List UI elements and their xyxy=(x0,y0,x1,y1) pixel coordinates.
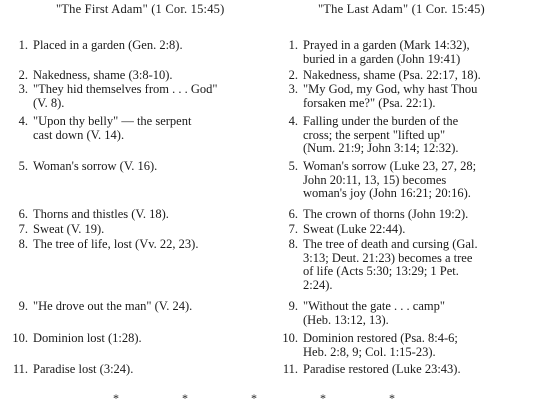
section-separator: * * * * * xyxy=(113,391,425,405)
item-text: The crown of thorns (John 19:2). xyxy=(303,207,469,221)
last-adam-item-7 xyxy=(276,223,534,237)
item-number: 5. xyxy=(18,159,28,173)
first-adam-item-4 xyxy=(6,115,264,142)
item-number: 9. xyxy=(288,299,298,313)
item-text: Paradise restored (Luke 23:43). xyxy=(303,362,461,376)
first-adam-item-7 xyxy=(6,223,264,237)
item-number: 11. xyxy=(282,362,298,376)
first-adam-item-2 xyxy=(6,69,264,83)
item-number: 4. xyxy=(18,114,28,128)
item-number: 10. xyxy=(12,331,28,345)
item-number: 4. xyxy=(288,114,298,128)
first-adam-item-5 xyxy=(6,160,264,174)
item-text: Woman's sorrow (Luke 23, 27, 28; John 20:11, 13, 15) becomes woman's joy (John 16:21; 20:16). xyxy=(303,159,477,200)
item-text: Placed in a garden (Gen. 2:8). xyxy=(33,38,183,52)
item-text: Dominion restored (Psa. 8:4-6; Heb. 2:8, 9; Col. 1:15-23). xyxy=(303,331,458,359)
first-adam-item-8 xyxy=(6,238,264,252)
last-adam-item-11 xyxy=(276,363,534,377)
item-text: Sweat (V. 19). xyxy=(33,222,105,236)
last-adam-item-6 xyxy=(276,208,534,222)
item-text: Nakedness, shame (Psa. 22:17, 18). xyxy=(303,68,481,82)
item-text: "He drove out the man" (V. 24). xyxy=(33,299,193,313)
item-number: 2. xyxy=(288,68,298,82)
item-text: "Upon thy belly" — the serpent cast down (V. 14). xyxy=(33,114,192,142)
item-text: The tree of life, lost (Vv. 22, 23). xyxy=(33,237,199,251)
first-adam-item-9 xyxy=(6,300,264,314)
item-text: Nakedness, shame (3:8-10). xyxy=(33,68,173,82)
item-number: 8. xyxy=(18,237,28,251)
last-adam-item-5 xyxy=(276,160,534,201)
item-number: 7. xyxy=(18,222,28,236)
item-number: 6. xyxy=(288,207,298,221)
first-adam-item-6 xyxy=(6,208,264,222)
item-number: 6. xyxy=(18,207,28,221)
last-adam-item-3 xyxy=(276,83,534,110)
item-text: "They hid themselves from . . . God" (V. 8). xyxy=(33,82,218,110)
item-number: 3. xyxy=(18,82,28,96)
item-text: Thorns and thistles (V. 18). xyxy=(33,207,169,221)
item-text: Woman's sorrow (V. 16). xyxy=(33,159,158,173)
item-number: 10. xyxy=(282,331,298,345)
first-adam-item-10 xyxy=(6,332,264,346)
last-adam-item-8 xyxy=(276,238,534,292)
item-text: Dominion lost (1:28). xyxy=(33,331,142,345)
first-adam-item-11 xyxy=(6,363,264,377)
item-number: 1. xyxy=(288,38,298,52)
item-text: Sweat (Luke 22:44). xyxy=(303,222,406,236)
item-number: 1. xyxy=(18,38,28,52)
first-adam-item-3 xyxy=(6,83,264,110)
item-text: Paradise lost (3:24). xyxy=(33,362,134,376)
item-number: 7. xyxy=(288,222,298,236)
item-number: 11. xyxy=(12,362,28,376)
item-text: The tree of death and cursing (Gal. 3:13; Deut. 21:23) becomes a tree of life (Acts 5:30; 13:29; 1 Pet. 2:24). xyxy=(303,237,478,292)
item-number: 3. xyxy=(288,82,298,96)
last-adam-item-10 xyxy=(276,332,534,359)
item-number: 5. xyxy=(288,159,298,173)
item-text: Prayed in a garden (Mark 14:32), buried in a garden (John 19:41) xyxy=(303,38,470,66)
last-adam-item-9 xyxy=(276,300,534,327)
first-adam-item-1 xyxy=(6,39,264,53)
item-text: Falling under the burden of the cross; the serpent "lifted up" (Num. 21:9; John 3:14; 12:32). xyxy=(303,114,459,155)
first-adam-heading: "The First Adam" (1 Cor. 15:45) xyxy=(56,2,225,16)
item-number: 2. xyxy=(18,68,28,82)
last-adam-item-2 xyxy=(276,69,534,83)
item-number: 8. xyxy=(288,237,298,251)
last-adam-heading: "The Last Adam" (1 Cor. 15:45) xyxy=(318,2,485,16)
last-adam-item-1 xyxy=(276,39,534,66)
last-adam-item-4 xyxy=(276,115,534,156)
item-text: "My God, my God, why hast Thou forsaken me?" (Psa. 22:1). xyxy=(303,82,478,110)
item-text: "Without the gate . . . camp" (Heb. 13:12, 13). xyxy=(303,299,445,327)
item-number: 9. xyxy=(18,299,28,313)
